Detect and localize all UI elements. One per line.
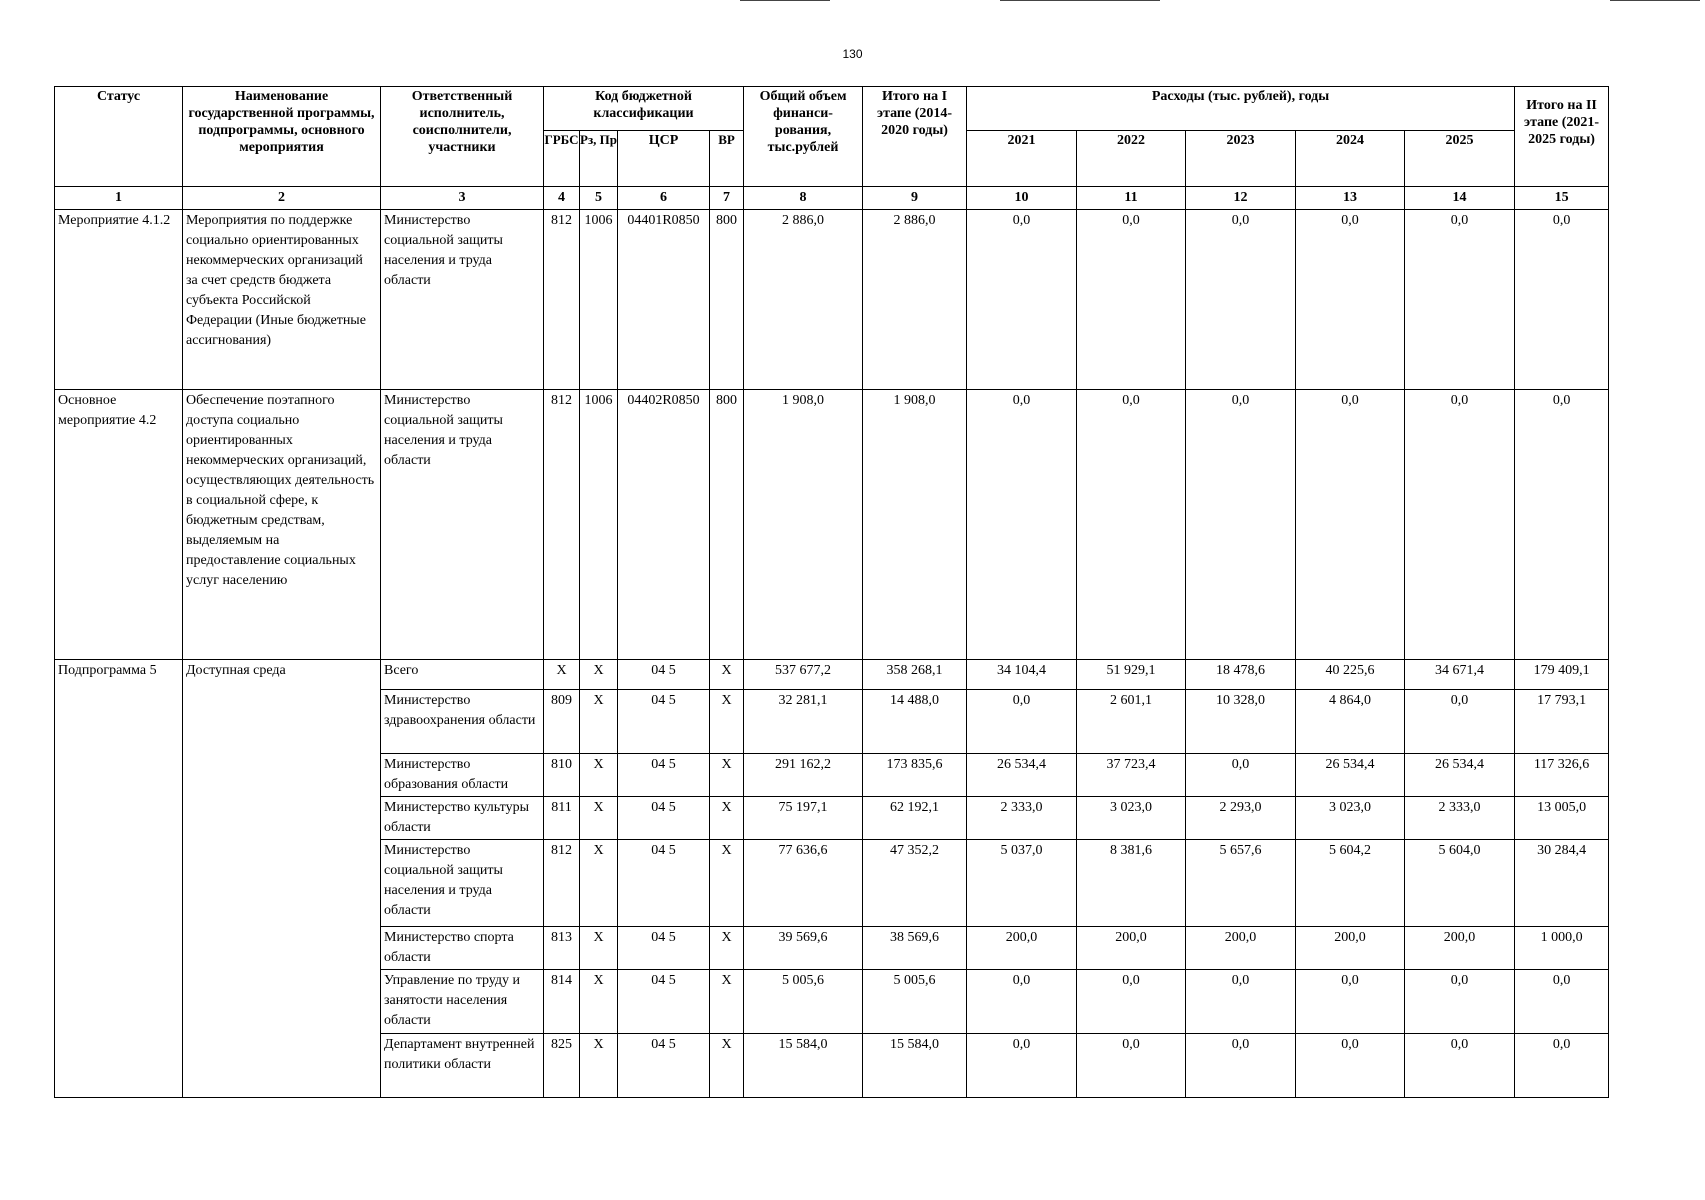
- row-y2023: 200,0: [1186, 927, 1296, 970]
- scan-edge-mark: [740, 0, 830, 1]
- row-vr: Х: [710, 690, 744, 754]
- row-y2023: 18 478,6: [1186, 660, 1296, 690]
- header-total-volume: Общий объем финанси-рования, тыс.рублей: [744, 87, 863, 187]
- table-row: [55, 660, 1609, 690]
- row-rzpr: Х: [580, 660, 618, 690]
- row-y2021: 0,0: [967, 690, 1077, 754]
- header-program-name: Наименование государственной программы, подпрограммы, основного мероприятия: [183, 87, 381, 187]
- row-responsible: Министерство социальной защиты населения и труда области: [381, 210, 544, 390]
- row-y2025: 2 333,0: [1405, 797, 1515, 840]
- row-grbs: Х: [544, 660, 580, 690]
- row-total: 15 584,0: [744, 1034, 863, 1098]
- row-responsible: Всего: [381, 660, 544, 690]
- row-stage1: 358 268,1: [863, 660, 967, 690]
- row-y2025: 0,0: [1405, 390, 1515, 660]
- column-number: 15: [1515, 187, 1609, 210]
- row-vr: Х: [710, 660, 744, 690]
- row-y2022: 0,0: [1077, 1034, 1186, 1098]
- row-rzpr: Х: [580, 840, 618, 927]
- row-vr: Х: [710, 840, 744, 927]
- row-grbs: 825: [544, 1034, 580, 1098]
- row-y2023: 10 328,0: [1186, 690, 1296, 754]
- row-y2025: 0,0: [1405, 210, 1515, 390]
- header-year-2021: 2021: [967, 131, 1077, 187]
- header-budget-code: Код бюджетной классификации: [544, 87, 744, 131]
- row-grbs: 810: [544, 754, 580, 797]
- row-total: 75 197,1: [744, 797, 863, 840]
- header-stage1-total: Итого на I этапе (2014-2020 годы): [863, 87, 967, 187]
- row-csr: 04401R0850: [618, 210, 710, 390]
- row-grbs: 813: [544, 927, 580, 970]
- row-y2022: 8 381,6: [1077, 840, 1186, 927]
- row-y2021: 0,0: [967, 210, 1077, 390]
- header-rzpr: Рз, Пр: [580, 131, 618, 187]
- table-row: [55, 210, 1609, 390]
- row-stage1: 173 835,6: [863, 754, 967, 797]
- row-y2024: 0,0: [1296, 390, 1405, 660]
- row-csr: 04 5: [618, 690, 710, 754]
- row-stage2: 30 284,4: [1515, 840, 1609, 927]
- column-number: 11: [1077, 187, 1186, 210]
- row-responsible: Министерство спорта области: [381, 927, 544, 970]
- row-responsible: Департамент внутренней политики области: [381, 1034, 544, 1098]
- row-stage1: 1 908,0: [863, 390, 967, 660]
- row-responsible: Министерство социальной защиты населения и труда области: [381, 390, 544, 660]
- row-stage2: 13 005,0: [1515, 797, 1609, 840]
- row-csr: 04 5: [618, 754, 710, 797]
- row-vr: Х: [710, 927, 744, 970]
- row-grbs: 812: [544, 390, 580, 660]
- column-number: 2: [183, 187, 381, 210]
- row-total: 32 281,1: [744, 690, 863, 754]
- row-stage1: 62 192,1: [863, 797, 967, 840]
- row-y2024: 40 225,6: [1296, 660, 1405, 690]
- row-program-name: Мероприятия по поддержке социально ориентированных некоммерческих организаций за счет средств бюджета субъекта Российской Федерации (Иные бюджетные ассигнования): [183, 210, 381, 390]
- row-grbs: 809: [544, 690, 580, 754]
- row-stage2: 0,0: [1515, 1034, 1609, 1098]
- row-y2024: 200,0: [1296, 927, 1405, 970]
- row-responsible: Министерство образования области: [381, 754, 544, 797]
- row-stage2: 1 000,0: [1515, 927, 1609, 970]
- row-y2021: 0,0: [967, 390, 1077, 660]
- row-y2023: 0,0: [1186, 970, 1296, 1034]
- row-responsible: Министерство здравоохранения области: [381, 690, 544, 754]
- row-y2022: 2 601,1: [1077, 690, 1186, 754]
- row-total: 77 636,6: [744, 840, 863, 927]
- scan-edge-mark: [1610, 0, 1700, 1]
- header-year-2025: 2025: [1405, 131, 1515, 187]
- row-rzpr: 1006: [580, 210, 618, 390]
- row-y2024: 5 604,2: [1296, 840, 1405, 927]
- row-y2021: 26 534,4: [967, 754, 1077, 797]
- row-y2025: 200,0: [1405, 927, 1515, 970]
- row-vr: Х: [710, 1034, 744, 1098]
- budget-table: [54, 86, 1609, 1098]
- header-responsible: Ответственный исполнитель, соисполнители, участники: [381, 87, 544, 187]
- row-rzpr: Х: [580, 970, 618, 1034]
- row-y2025: 0,0: [1405, 970, 1515, 1034]
- column-number: 6: [618, 187, 710, 210]
- row-rzpr: Х: [580, 927, 618, 970]
- row-y2021: 5 037,0: [967, 840, 1077, 927]
- row-y2023: 0,0: [1186, 1034, 1296, 1098]
- row-stage2: 179 409,1: [1515, 660, 1609, 690]
- row-y2023: 0,0: [1186, 390, 1296, 660]
- row-vr: Х: [710, 797, 744, 840]
- table-row: [55, 390, 1609, 660]
- header-year-2023: 2023: [1186, 131, 1296, 187]
- header-year-2024: 2024: [1296, 131, 1405, 187]
- row-y2021: 0,0: [967, 970, 1077, 1034]
- row-total: 291 162,2: [744, 754, 863, 797]
- row-vr: Х: [710, 754, 744, 797]
- row-y2022: 0,0: [1077, 390, 1186, 660]
- row-y2021: 2 333,0: [967, 797, 1077, 840]
- header-status: Статус: [55, 87, 183, 187]
- row-total: 5 005,6: [744, 970, 863, 1034]
- row-vr: Х: [710, 970, 744, 1034]
- row-y2024: 26 534,4: [1296, 754, 1405, 797]
- column-number-row: [55, 187, 1609, 210]
- row-y2022: 200,0: [1077, 927, 1186, 970]
- row-rzpr: Х: [580, 754, 618, 797]
- row-y2023: 0,0: [1186, 754, 1296, 797]
- column-number: 10: [967, 187, 1077, 210]
- header-csr: ЦСР: [618, 131, 710, 187]
- row-y2022: 0,0: [1077, 210, 1186, 390]
- row-total: 1 908,0: [744, 390, 863, 660]
- row-status: Основное мероприятие 4.2: [55, 390, 183, 660]
- row-y2024: 0,0: [1296, 1034, 1405, 1098]
- header-stage2-total: Итого на II этапе (2021-2025 годы): [1515, 87, 1609, 187]
- row-responsible: Управление по труду и занятости населения области: [381, 970, 544, 1034]
- row-grbs: 812: [544, 840, 580, 927]
- row-y2021: 200,0: [967, 927, 1077, 970]
- row-grbs: 814: [544, 970, 580, 1034]
- row-stage1: 14 488,0: [863, 690, 967, 754]
- row-y2023: 0,0: [1186, 210, 1296, 390]
- row-stage1: 47 352,2: [863, 840, 967, 927]
- row-responsible: Министерство культуры области: [381, 797, 544, 840]
- row-y2022: 37 723,4: [1077, 754, 1186, 797]
- column-number: 12: [1186, 187, 1296, 210]
- row-y2025: 0,0: [1405, 1034, 1515, 1098]
- row-csr: 04 5: [618, 927, 710, 970]
- row-rzpr: 1006: [580, 390, 618, 660]
- subprogram-status: Подпрограмма 5: [55, 660, 183, 1098]
- row-csr: 04 5: [618, 840, 710, 927]
- scan-edge-mark: [1000, 0, 1160, 1]
- row-csr: 04 5: [618, 970, 710, 1034]
- row-y2021: 0,0: [967, 1034, 1077, 1098]
- row-stage2: 17 793,1: [1515, 690, 1609, 754]
- row-grbs: 812: [544, 210, 580, 390]
- row-rzpr: Х: [580, 690, 618, 754]
- row-y2022: 3 023,0: [1077, 797, 1186, 840]
- row-y2024: 0,0: [1296, 970, 1405, 1034]
- row-y2025: 34 671,4: [1405, 660, 1515, 690]
- column-number: 8: [744, 187, 863, 210]
- row-stage2: 0,0: [1515, 970, 1609, 1034]
- column-number: 7: [710, 187, 744, 210]
- row-rzpr: Х: [580, 797, 618, 840]
- row-vr: 800: [710, 390, 744, 660]
- column-number: 3: [381, 187, 544, 210]
- row-vr: 800: [710, 210, 744, 390]
- row-y2024: 3 023,0: [1296, 797, 1405, 840]
- row-stage1: 38 569,6: [863, 927, 967, 970]
- header-expenses: Расходы (тыс. рублей), годы: [967, 87, 1515, 131]
- row-y2021: 34 104,4: [967, 660, 1077, 690]
- column-number: 5: [580, 187, 618, 210]
- header-vr: ВР: [710, 131, 744, 187]
- row-responsible: Министерство социальной защиты населения и труда области: [381, 840, 544, 927]
- header-year-2022: 2022: [1077, 131, 1186, 187]
- column-number: 4: [544, 187, 580, 210]
- column-number: 9: [863, 187, 967, 210]
- row-total: 2 886,0: [744, 210, 863, 390]
- row-stage2: 117 326,6: [1515, 754, 1609, 797]
- row-program-name: Обеспечение поэтапного доступа социально ориентированных некоммерческих организаций, осуществляющих деятельность в социальной сфере, к бюджетным средствам, выделяемым на предоставление социальных услуг населению: [183, 390, 381, 660]
- row-total: 39 569,6: [744, 927, 863, 970]
- row-y2022: 0,0: [1077, 970, 1186, 1034]
- row-y2023: 2 293,0: [1186, 797, 1296, 840]
- row-stage1: 5 005,6: [863, 970, 967, 1034]
- row-y2025: 0,0: [1405, 690, 1515, 754]
- row-stage1: 2 886,0: [863, 210, 967, 390]
- row-stage1: 15 584,0: [863, 1034, 967, 1098]
- column-number: 14: [1405, 187, 1515, 210]
- row-stage2: 0,0: [1515, 390, 1609, 660]
- row-y2023: 5 657,6: [1186, 840, 1296, 927]
- row-y2022: 51 929,1: [1077, 660, 1186, 690]
- row-total: 537 677,2: [744, 660, 863, 690]
- row-status: Мероприятие 4.1.2: [55, 210, 183, 390]
- subprogram-name: Доступная среда: [183, 660, 381, 1098]
- column-number: 1: [55, 187, 183, 210]
- row-csr: 04 5: [618, 660, 710, 690]
- page-number: 130: [842, 47, 863, 61]
- row-y2025: 26 534,4: [1405, 754, 1515, 797]
- row-stage2: 0,0: [1515, 210, 1609, 390]
- row-y2025: 5 604,0: [1405, 840, 1515, 927]
- row-y2024: 0,0: [1296, 210, 1405, 390]
- row-csr: 04 5: [618, 1034, 710, 1098]
- header-grbs: ГРБС: [544, 131, 580, 187]
- row-grbs: 811: [544, 797, 580, 840]
- row-csr: 04402R0850: [618, 390, 710, 660]
- row-csr: 04 5: [618, 797, 710, 840]
- row-y2024: 4 864,0: [1296, 690, 1405, 754]
- column-number: 13: [1296, 187, 1405, 210]
- row-rzpr: Х: [580, 1034, 618, 1098]
